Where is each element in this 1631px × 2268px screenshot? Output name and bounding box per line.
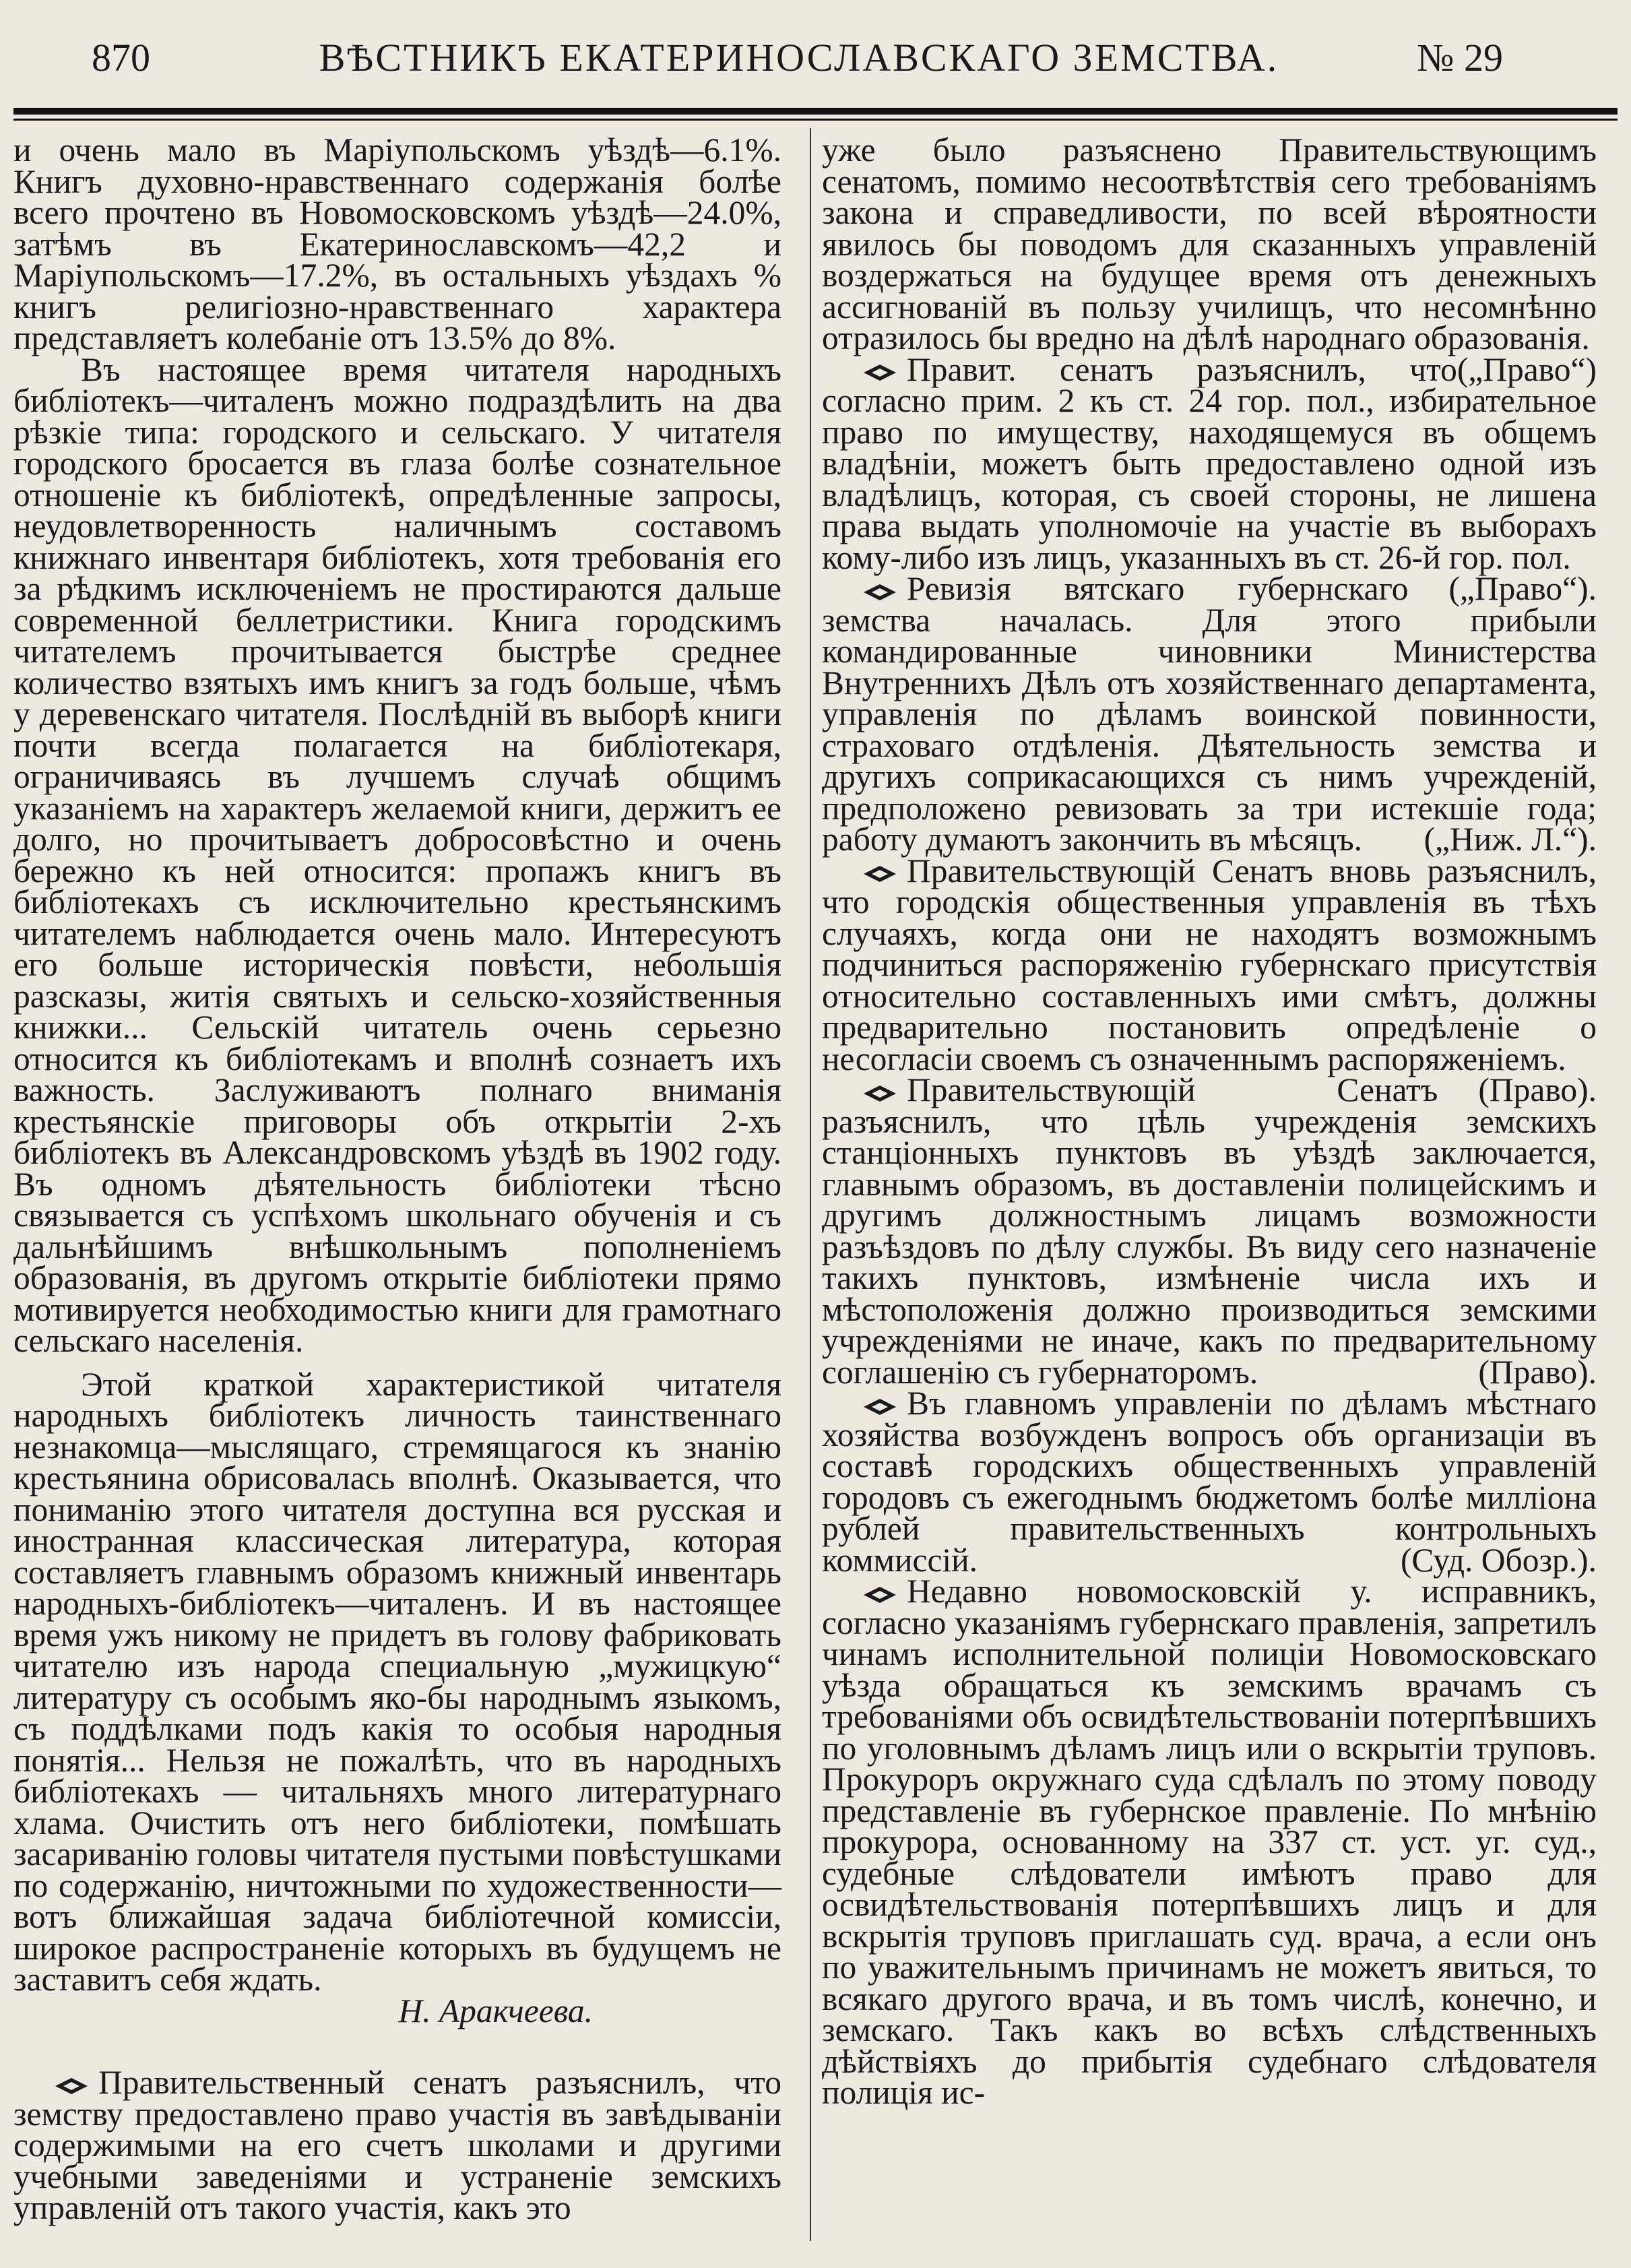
left-paragraph-1: и очень мало въ Маріупольскомъ уѣздѣ—6.1%. Книгъ духовно-нравственнаго содержанія болѣе всего прочтено въ Новомосковскомъ уѣздѣ—24.0%, затѣмъ въ Екатеринославскомъ—42,2 и Маріупольскомъ—17.2%, въ остальныхъ уѣздахъ % книгъ религіозно-нравственнаго характера представляетъ колебаніе отъ 13.5% до 8%. bbox=[13, 131, 781, 356]
ornament-diamond-icon bbox=[862, 583, 897, 602]
ornament-diamond-icon bbox=[862, 1397, 897, 1416]
column-divider bbox=[810, 128, 811, 2241]
journal-title: ВѢСТНИКЪ ЕКАТЕРИНОСЛАВСКАГО ЗЕМСТВА. bbox=[319, 36, 1279, 80]
news-item-6 bbox=[822, 1385, 1597, 1579]
issue-number: № 29 bbox=[1417, 36, 1503, 80]
running-head bbox=[0, 35, 1631, 96]
news-text: Правительствующій Сенатъ разъяснилъ, что цѣль учрежденія земскихъ станціонныхъ пунктовъ въ уѣздѣ заключается, главнымъ образомъ, въ доставленіи полицейскимъ и другимъ должностнымъ лицамъ возможности разъѣздовъ по дѣлу службы. Въ виду сего назначеніе такихъ пунктовъ, измѣненіе числа ихъ и мѣстоположенія должно производиться земскими учрежденіями не иначе, какъ по предварительному соглашенію съ губернаторомъ. bbox=[822, 1071, 1597, 1391]
news-text: уже было разъяснено Правительствующимъ сенатомъ, помимо несоотвѣтствія сего требованіямъ закона и справедливости, по всей вѣроятности явилось бы поводомъ для сказанныхъ управленій воздержаться на будущее время отъ денежныхъ ассигнованій въ пользу училищъ, что несомнѣнно отразилось бы вредно на дѣлѣ народнаго образованія. bbox=[822, 131, 1597, 356]
header-rule-thin bbox=[13, 119, 1618, 121]
right-paragraph-1 bbox=[822, 131, 1597, 388]
news-item-4 bbox=[822, 852, 1597, 1108]
news-item-7 bbox=[822, 1573, 1597, 2111]
right-column bbox=[822, 131, 1597, 2111]
news-text: Правит. сенатъ разъяснилъ, что согласно прим. 2 къ ст. 24 гор. пол., избирательное право по имуществу, находящемуся въ общемъ владѣніи, можетъ быть предоставлено одной изъ владѣлицъ, которая, съ своей стороны, не лишена права выдать уполномочіе на участіе въ выборахъ кому-либо изъ лицъ, указанныхъ въ ст. 26-й гор. пол. bbox=[822, 350, 1597, 576]
news-text: Ревизія вятскаго губернскаго земства началась. Для этого прибыли командированные чиновники Министерства Внутреннихъ Дѣлъ отъ хозяйственнаго департамента, управленія по дѣламъ воинской повинности, страховаго отдѣленія. Дѣятельность земства и другихъ соприкасающихся съ нимъ учрежденій, предположено ревизовать за три истекшіе года; работу думаютъ закончить въ мѣсяцъ. bbox=[822, 570, 1597, 858]
news-item-5 bbox=[822, 1071, 1597, 1391]
news-item-3 bbox=[822, 570, 1597, 858]
ornament-diamond-icon bbox=[862, 363, 897, 382]
page-number: 870 bbox=[92, 36, 150, 80]
author-signature: Н. Аракчеева. bbox=[398, 1992, 593, 2029]
news-source: („Право“) bbox=[1457, 350, 1597, 388]
news-text: Недавно новомосковскій у. исправникъ, согласно указаніямъ губернскаго правленія, запретилъ чинамъ исполнительной полиціи Новомосковскаго уѣзда обращаться къ земскимъ врачамъ съ требованіями объ освидѣтельствованіи потерпѣвшихъ по уголовнымъ дѣламъ лицъ или о вскрытіи труповъ. Прокуроръ окружнаго суда сдѣлалъ по этому поводу представленіе въ губернское правленіе. По мнѣнію прокурора, основанному на 337 ст. уст. уг. суд., судебные слѣдователи имѣютъ право для освидѣтельствованія потерпѣвшихъ лицъ и для вскрытія труповъ приглашать суд. врача, а если онъ по уважительнымъ причинамъ не можетъ явиться, то всякаго другого врача, и въ томъ числѣ, конечно, и земскаго. Такъ какъ во всѣхъ слѣдственныхъ дѣйствіяхъ до прибытія судебнаго слѣдователя полиція ис- bbox=[822, 1573, 1597, 2111]
ornament-diamond-icon bbox=[862, 1084, 897, 1103]
news-item-2 bbox=[822, 350, 1597, 607]
ornament-diamond-icon bbox=[862, 864, 897, 883]
news-source: („Право“). bbox=[1448, 570, 1597, 607]
news-text: Правительствующій Сенатъ вновь разъяснилъ, что городскія общественныя управленія въ тѣхъ случаяхъ, когда они не находятъ возможнымъ подчиниться распоряженію губернскаго присутствія относительно составленныхъ ими смѣтъ, должны предварительно постановить опредѣленіе о несогласіи своемъ съ означеннымъ распоряженіемъ. bbox=[822, 852, 1597, 1077]
news-source: (Право). bbox=[1478, 1353, 1597, 1391]
left-column bbox=[13, 131, 781, 2226]
ornament-diamond-icon bbox=[54, 2077, 89, 2096]
left-paragraph-3: Этой краткой характеристикой читателя народныхъ библіотекъ личность таинственнаго незнакомца—мыслящаго, стремящагося къ знанію крестьянина обрисовалась вполнѣ. Оказывается, что пониманію этого читателя доступна вся русская и иностранная классическая литература, которая составляетъ главнымъ образомъ книжный инвентарь народныхъ-библіотекъ—читаленъ. И въ настоящее время ужъ никому не придетъ въ голову фабриковать читателю изъ народа специальную „мужицкую“ литературу съ особымъ яко-бы народнымъ языкомъ, съ поддѣлками подъ какія то особыя народныя понятія... Нельзя не пожалѣть, что въ народныхъ библіотекахъ — читальняхъ много литературнаго хлама. Очистить отъ него библіотеки, помѣшать засариванію головы читателя пустыми повѣстушками по содержанію, ничтожными по художественности—вотъ ближайшая задача библіотечной комиссіи, широкое распространеніе которыхъ въ будущемъ не заставитъ себя ждать. bbox=[13, 1365, 781, 1998]
left-paragraph-2: Въ настоящее время читателя народныхъ библіотекъ—читаленъ можно подраздѣлить на два рѣзкіе типа: городского и сельскаго. У читателя городского бросается въ глаза болѣе сознательное отношеніе къ библіотекѣ, опредѣленные запросы, неудовлетворенность наличнымъ составомъ книжнаго инвентаря библіотекъ, хотя требованія его за рѣдкимъ исключеніемъ не простираются дальше современной беллетристики. Книга городскимъ читателемъ прочитывается быстрѣе среднее количество взятыхъ имъ книгъ за годъ больше, чѣмъ у деревенскаго читателя. Послѣдній въ выборѣ книги почти всегда полагается на библіотекаря, ограничиваясь въ лучшемъ случаѣ общимъ указаніемъ на характеръ желаемой книги, держитъ ее долго, но прочитываетъ добросовѣстно и очень бережно къ ней относится: пропажъ книгъ въ библіотекахъ съ исключительно крестьянскимъ читателемъ наблюдается очень мало. Интересуютъ его больше историческія повѣсти, небольшія разсказы, житія святыхъ и сельско-хозяйственныя книжки... Сельскій читатель очень серьезно относится къ библіотекамъ и вполнѣ сознаетъ ихъ важность. Заслуживаютъ полнаго вниманія крестьянскіе приговоры объ открытіи 2-хъ библіотекъ въ Александровскомъ уѣздѣ въ 1902 году. Въ одномъ дѣятельность библіотеки тѣсно связывается съ успѣхомъ школьнаго обученія и съ дальнѣйшимъ внѣшкольнымъ пополненіемъ образованія, въ другомъ открытіе библіотеки прямо мотивируется необходимостью книги для грамотнаго сельскаго населенія. bbox=[13, 350, 781, 1359]
news-source: (Право). bbox=[1478, 1071, 1597, 1108]
left-news-item bbox=[13, 2064, 781, 2226]
ornament-diamond-icon bbox=[862, 1585, 897, 1604]
news-source: („Ниж. Л.“). bbox=[1424, 821, 1597, 858]
news-text: Въ главномъ управленіи по дѣламъ мѣстнаго хозяйства возбужденъ вопросъ объ организаціи въ составѣ городскихъ общественныхъ управленій городовъ съ ежегоднымъ бюджетомъ болѣе милліона рублей правительственныхъ контрольныхъ коммиссій. bbox=[822, 1385, 1597, 1579]
header-rule-thick bbox=[13, 108, 1618, 115]
news-text: Правительственный сенатъ разъяснилъ, что земству предоставлено право участія въ завѣдываніи содержимыми на его счетъ школами и другими учебными заведеніями и устраненіе земскихъ управленій отъ такого участія, какъ это bbox=[13, 2064, 781, 2226]
news-source: (Суд. Обозр.). bbox=[1400, 1541, 1597, 1579]
